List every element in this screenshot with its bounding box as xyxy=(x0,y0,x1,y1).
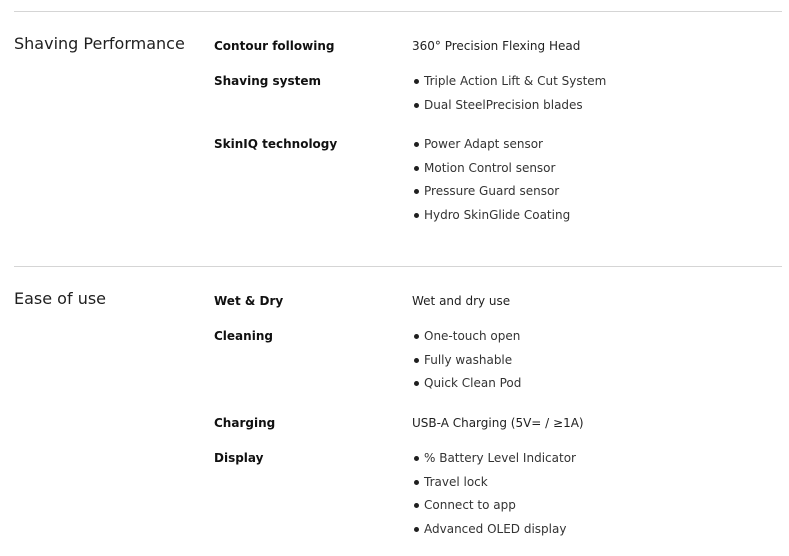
bullet-icon xyxy=(414,189,419,194)
list-item xyxy=(412,136,570,152)
list-item xyxy=(412,160,570,176)
spec-list-cleaning xyxy=(412,328,521,399)
spec-label-shaving-system: Shaving system xyxy=(214,74,322,88)
bullet-icon xyxy=(414,480,419,485)
spec-label-display: Display xyxy=(214,451,264,465)
list-item xyxy=(412,450,576,466)
bullet-icon xyxy=(414,166,419,171)
spec-value-contour-following: 360° Precision Flexing Head xyxy=(412,39,581,53)
list-item xyxy=(412,521,576,537)
section-title: Shaving Performance xyxy=(14,34,185,53)
bullet-icon xyxy=(414,142,419,147)
spec-list-display xyxy=(412,450,576,545)
spec-section-ease-of-use xyxy=(14,266,782,556)
list-item-text: % Battery Level Indicator xyxy=(424,451,576,465)
spec-label-contour-following: Contour following xyxy=(214,39,335,53)
list-item-text: Motion Control sensor xyxy=(424,160,556,175)
bullet-icon xyxy=(414,381,419,386)
section-title: Ease of use xyxy=(14,289,107,308)
list-item xyxy=(412,97,606,113)
list-item-text: Connect to app xyxy=(424,498,516,513)
bullet-icon xyxy=(414,334,419,339)
list-item xyxy=(412,207,570,223)
list-item-text: Pressure Guard sensor xyxy=(424,184,560,199)
spec-label-wet-dry: Wet & Dry xyxy=(214,294,284,308)
list-item xyxy=(412,73,606,89)
spec-section-shaving-performance xyxy=(14,11,782,251)
spec-label-cleaning: Cleaning xyxy=(214,329,273,343)
spec-label-skiniq-technology: SkinIQ technology xyxy=(214,137,338,151)
list-item-text: Fully washable xyxy=(424,352,513,367)
bullet-icon xyxy=(414,213,419,218)
list-item xyxy=(412,328,521,344)
list-item-text: One-touch open xyxy=(424,329,521,343)
list-item xyxy=(412,497,576,513)
section-divider xyxy=(14,11,782,12)
list-item-text: Triple Action Lift & Cut System xyxy=(424,74,607,88)
list-item xyxy=(412,183,570,199)
list-item-text: Travel lock xyxy=(424,474,488,489)
list-item xyxy=(412,375,521,391)
list-item-text: Hydro SkinGlide Coating xyxy=(424,208,571,223)
spec-value-charging: USB-A Charging (5V= / ≥1A) xyxy=(412,416,584,430)
list-item-text: Quick Clean Pod xyxy=(424,376,522,391)
section-divider xyxy=(14,266,782,267)
bullet-icon xyxy=(414,527,419,532)
spec-list-skiniq-technology xyxy=(412,136,570,231)
bullet-icon xyxy=(414,358,419,363)
list-item-text: Advanced OLED display xyxy=(424,522,567,537)
list-item-text: Power Adapt sensor xyxy=(424,137,543,151)
bullet-icon xyxy=(414,79,419,84)
bullet-icon xyxy=(414,103,419,108)
bullet-icon xyxy=(414,503,419,508)
spec-list-shaving-system xyxy=(412,73,606,120)
spec-label-charging: Charging xyxy=(214,416,276,430)
list-item-text: Dual SteelPrecision blades xyxy=(424,97,583,112)
bullet-icon xyxy=(414,456,419,461)
list-item xyxy=(412,474,576,490)
spec-value-wet-dry: Wet and dry use xyxy=(412,294,511,308)
list-item xyxy=(412,352,521,368)
